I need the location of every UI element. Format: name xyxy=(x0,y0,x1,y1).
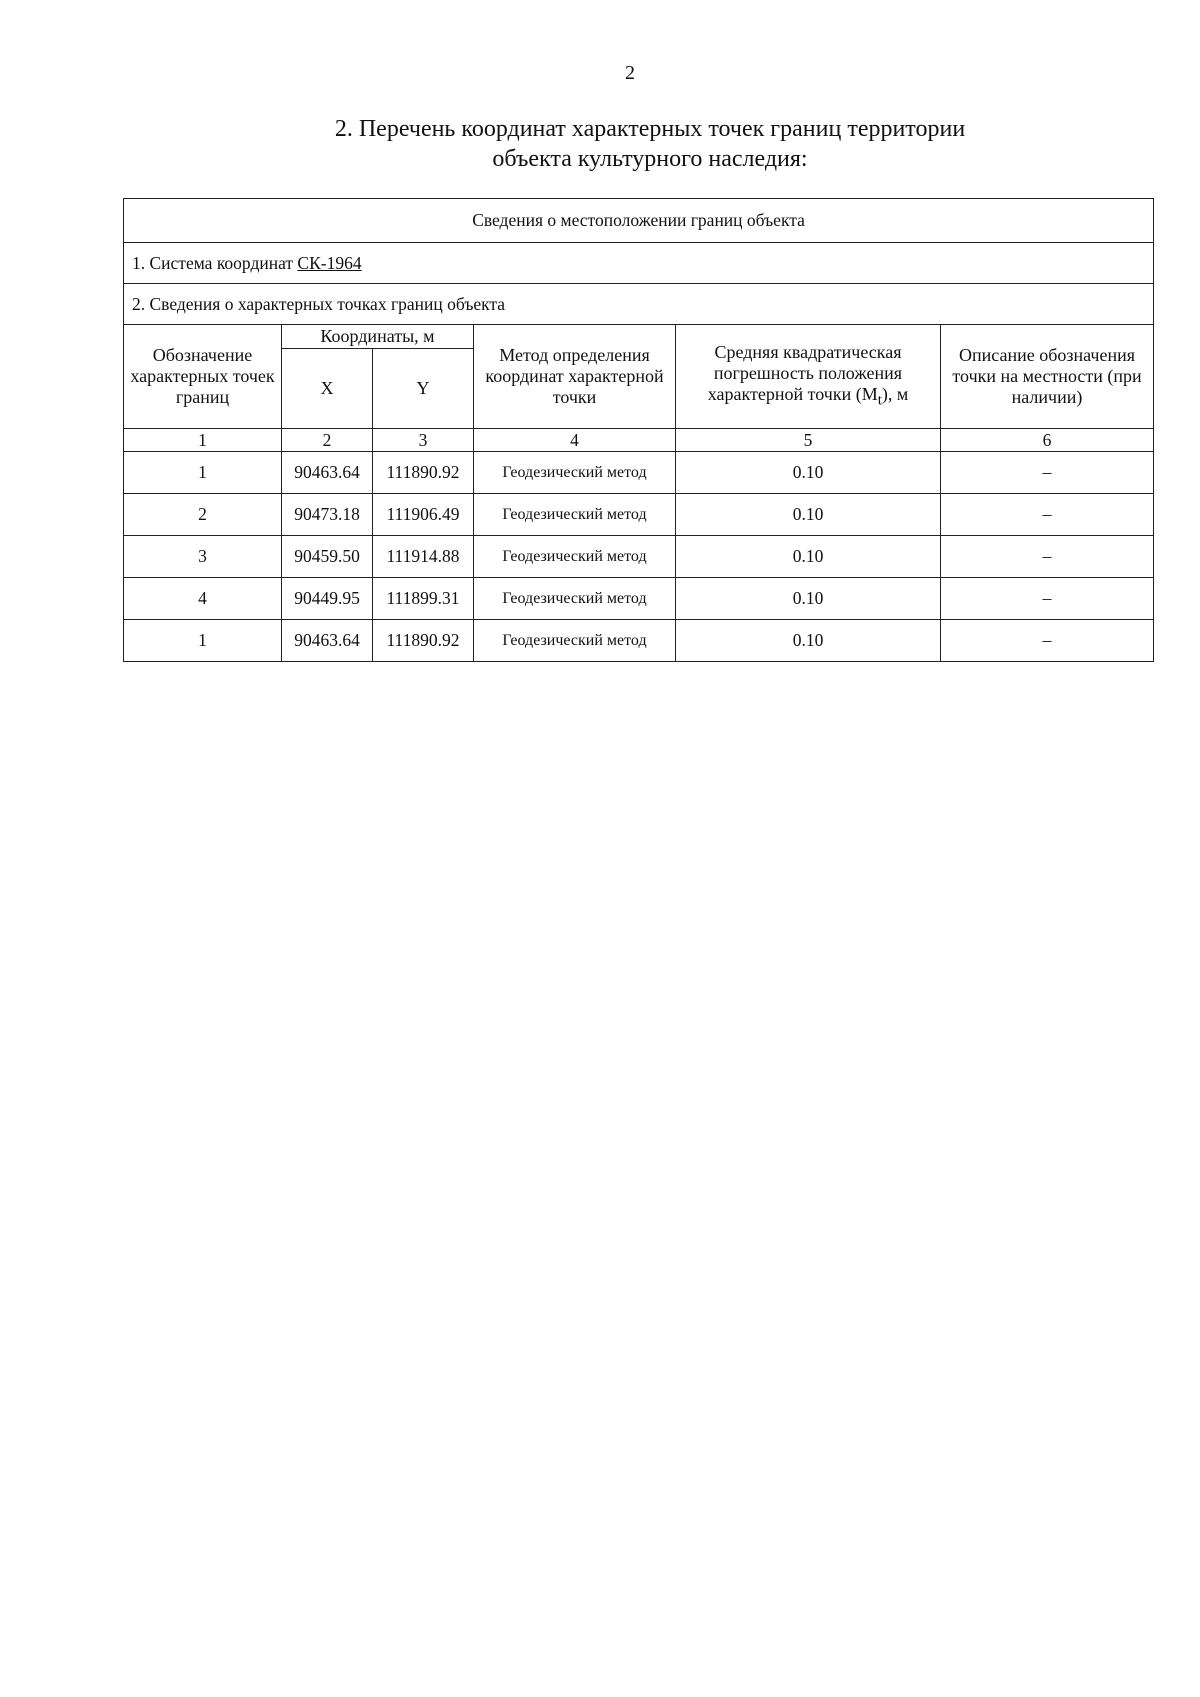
method-cell: Геодезический метод xyxy=(474,494,676,536)
description-cell xyxy=(941,536,1154,578)
table-row xyxy=(124,452,1154,494)
header-description: Описание обозначения точки на местности (при наличии) xyxy=(941,325,1154,429)
table-row xyxy=(124,578,1154,620)
header-row-1 xyxy=(124,325,1154,349)
column-number: 5 xyxy=(676,429,941,452)
header-accuracy-text: Средняя квадратическая погрешность положения характерной точки (M xyxy=(707,341,903,404)
table-row xyxy=(124,536,1154,578)
description-value: – xyxy=(1042,588,1052,608)
x-cell: 90473.18 xyxy=(282,494,373,536)
point-cell: 1 xyxy=(124,620,282,662)
document-title-line-2: объекта культурного наследия: xyxy=(492,146,808,172)
header-x: X xyxy=(282,349,373,429)
method-cell: Геодезический метод xyxy=(474,578,676,620)
description-value: – xyxy=(1042,504,1052,524)
description-value: – xyxy=(1042,630,1052,650)
method-cell: Геодезический метод xyxy=(474,536,676,578)
x-cell: 90459.50 xyxy=(282,536,373,578)
header-point-designation: Обозначение характерных точек границ xyxy=(124,325,282,429)
header-y: Y xyxy=(373,349,474,429)
point-cell: 2 xyxy=(124,494,282,536)
y-cell: 111914.88 xyxy=(373,536,474,578)
points-info-label: 2. Сведения о характерных точках границ объекта xyxy=(124,284,1154,325)
header-accuracy-unit: ), м xyxy=(881,383,909,404)
accuracy-cell: 0.10 xyxy=(676,536,941,578)
column-number: 2 xyxy=(282,429,373,452)
header-coordinates: Координаты, м xyxy=(282,325,474,349)
column-number-row xyxy=(124,429,1154,452)
accuracy-cell: 0.10 xyxy=(676,452,941,494)
coordinate-system-cell xyxy=(124,243,1154,284)
point-cell: 1 xyxy=(124,452,282,494)
description-value: – xyxy=(1042,546,1052,566)
page-number: 2 xyxy=(625,62,635,84)
accuracy-cell: 0.10 xyxy=(676,620,941,662)
column-number: 3 xyxy=(373,429,474,452)
document-title xyxy=(0,114,1200,174)
accuracy-cell: 0.10 xyxy=(676,578,941,620)
method-cell: Геодезический метод xyxy=(474,620,676,662)
y-cell: 111890.92 xyxy=(373,452,474,494)
description-cell xyxy=(941,494,1154,536)
coordinates-table xyxy=(123,198,1154,662)
description-cell xyxy=(941,578,1154,620)
y-cell: 111890.92 xyxy=(373,620,474,662)
x-cell: 90449.95 xyxy=(282,578,373,620)
column-number: 6 xyxy=(941,429,1154,452)
coordinate-system-label: 1. Система координат xyxy=(132,252,298,273)
header-accuracy-subscript: t xyxy=(877,392,882,409)
header-accuracy xyxy=(676,325,941,429)
y-cell: 111906.49 xyxy=(373,494,474,536)
points-info-row xyxy=(124,284,1154,325)
coordinate-system-row xyxy=(124,243,1154,284)
description-cell xyxy=(941,452,1154,494)
description-value: – xyxy=(1042,462,1052,482)
y-cell: 111899.31 xyxy=(373,578,474,620)
x-cell: 90463.64 xyxy=(282,452,373,494)
section-title-row xyxy=(124,199,1154,243)
column-number: 1 xyxy=(124,429,282,452)
table-row xyxy=(124,494,1154,536)
point-cell: 4 xyxy=(124,578,282,620)
header-method: Метод определения координат характерной точки xyxy=(474,325,676,429)
column-number: 4 xyxy=(474,429,676,452)
accuracy-cell: 0.10 xyxy=(676,494,941,536)
method-cell: Геодезический метод xyxy=(474,452,676,494)
coordinate-system-value: СК-1964 xyxy=(297,252,362,273)
description-cell xyxy=(941,620,1154,662)
table-row xyxy=(124,620,1154,662)
document-title-line-1: 2. Перечень координат характерных точек границ территории xyxy=(334,116,966,142)
point-cell: 3 xyxy=(124,536,282,578)
x-cell: 90463.64 xyxy=(282,620,373,662)
section-title: Сведения о местоположении границ объекта xyxy=(124,199,1154,243)
